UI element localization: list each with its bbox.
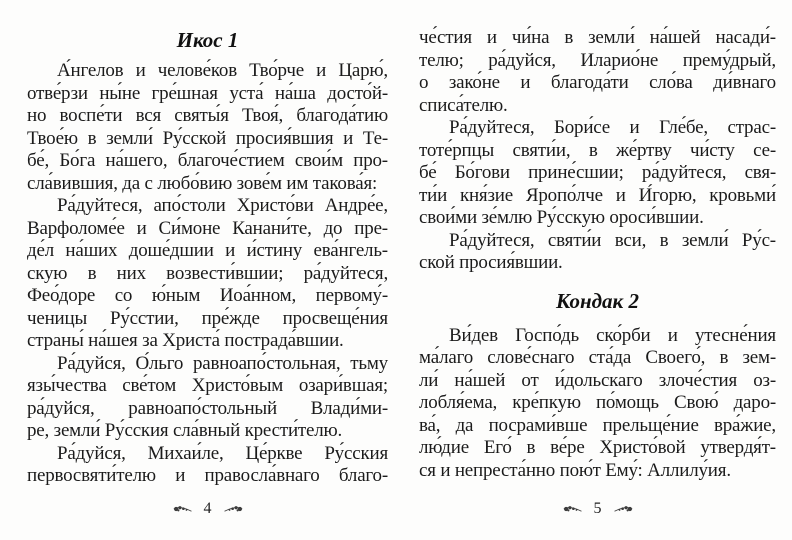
word: зако́не (448, 72, 500, 93)
word: прельще́ние (602, 414, 699, 436)
word: Тво́рче (249, 60, 304, 81)
word: благоче́стием (177, 150, 285, 171)
text-line (27, 128, 388, 151)
word: ра́дуйся, (488, 49, 556, 71)
word: А́нгелов (57, 60, 124, 81)
word: Своего́, (645, 347, 706, 368)
word: Твоя́, (241, 105, 284, 126)
text-line (419, 347, 776, 370)
word: благода́тию (296, 105, 388, 126)
word: и (135, 60, 146, 81)
page-body (419, 0, 776, 482)
word: отве́рзи (27, 82, 88, 104)
word: озари́вшая; (298, 375, 388, 396)
word: досто́й- (327, 82, 388, 104)
paragraph (419, 230, 776, 275)
word: на́ша (274, 82, 316, 104)
word: и (629, 117, 640, 138)
text-line (27, 218, 388, 241)
text-line (27, 150, 388, 173)
word: до (323, 217, 343, 239)
word: Те- (362, 127, 388, 149)
word: Ру́сской (162, 127, 227, 149)
word: же́ртву (616, 139, 672, 161)
word: равноапо́стольная, (193, 352, 341, 374)
word: земли́ (681, 229, 729, 251)
word: Ра́дуйтеся, (449, 229, 535, 251)
word: святи́и (547, 229, 602, 251)
word: Ра́дуйтеся, (57, 195, 143, 216)
word: и (136, 217, 147, 239)
word: Христо́вым (191, 375, 284, 396)
floral-sprig-icon (173, 504, 193, 514)
word: че́стия (419, 27, 472, 48)
text-line (27, 240, 388, 263)
text-line (419, 185, 776, 208)
word: ста́да (588, 347, 632, 368)
book-page (27, 0, 388, 540)
text-line (27, 308, 388, 331)
word: Иоа́нном, (219, 285, 297, 306)
word: бе́ (419, 162, 437, 183)
word: ти́и (419, 184, 448, 206)
word: Его́ (483, 437, 512, 458)
word: О́льго (135, 352, 184, 374)
word: Бо́гови (454, 162, 510, 183)
word: се- (753, 139, 776, 161)
word: сло́ва (649, 72, 693, 93)
page-number: 4 (203, 500, 212, 517)
word: вра́жие, (713, 414, 776, 436)
word: лобля́ема, (419, 392, 498, 413)
word: просвеще́ния (282, 307, 388, 329)
word: святи́и, (512, 139, 571, 161)
text-line (419, 230, 776, 253)
text-line (419, 140, 776, 163)
text-line: ся и непреста́нно пою́т Ему́: Аллилу́ия. (419, 459, 731, 481)
text-line (27, 195, 388, 218)
text-line (27, 83, 388, 106)
word: ско́рби (596, 324, 651, 346)
word: доше́дшии (128, 240, 214, 261)
word: ве́ре (550, 437, 585, 458)
text-line (419, 117, 776, 140)
word: земли́ (588, 27, 635, 48)
word: све́том (122, 375, 177, 396)
word: зем- (742, 347, 776, 368)
page-body (27, 0, 388, 488)
word: Бори́се (554, 117, 610, 138)
text-line (419, 392, 776, 415)
word: лю́дие (419, 437, 469, 458)
word: утвердя́т- (700, 437, 776, 458)
word: Михаи́ле, (147, 442, 224, 464)
word: на́шей (454, 369, 506, 391)
word: вся (135, 105, 162, 126)
word: Ви́дев (449, 324, 498, 346)
paragraph (419, 27, 776, 117)
word: воспе́ти (59, 105, 123, 126)
word: в (87, 127, 97, 149)
word: ева́нгель- (313, 240, 388, 261)
word: язы́чества (27, 375, 107, 396)
word: да (455, 414, 474, 436)
word: Иларио́не (580, 49, 659, 71)
word: в (588, 139, 598, 161)
word: и (486, 27, 497, 48)
word: ра́дуйтеся, (641, 162, 727, 183)
paragraph (27, 60, 388, 195)
word: и (520, 72, 531, 93)
text-line (419, 72, 776, 95)
text-line (27, 353, 388, 376)
text-line (27, 263, 388, 286)
word: них (116, 262, 146, 284)
word: чи́сту (689, 139, 735, 161)
text-line (419, 415, 776, 438)
word: страс- (727, 117, 776, 138)
word: Андре́е, (324, 195, 388, 216)
word: просия́вшия (235, 127, 334, 149)
word: Ру́сстии, (109, 307, 179, 329)
word: кня́зие (459, 184, 513, 206)
word: Ра́дуйтеся, (449, 117, 535, 138)
word: гре́шная (151, 82, 218, 104)
word: но (27, 105, 47, 126)
word: Це́ркве (245, 442, 303, 464)
word: Яропо́лче (525, 184, 603, 206)
word: на́ших (65, 240, 118, 261)
word: и (225, 240, 236, 261)
word: ченицы (27, 307, 88, 329)
word: и (615, 184, 626, 206)
word: даро- (733, 392, 776, 413)
word: и (343, 127, 354, 149)
floral-sprig-icon (613, 504, 633, 514)
paragraph (27, 443, 388, 488)
word: телю; (419, 49, 464, 71)
word: кре́пкую (512, 392, 581, 413)
word: первому́- (315, 285, 388, 306)
word: в (659, 229, 669, 251)
word: Царю́, (338, 60, 388, 81)
word: де́л (27, 240, 54, 261)
text-line (27, 285, 388, 308)
word: Госпо́дь (515, 324, 579, 346)
floral-sprig-icon (563, 504, 583, 514)
word: свои́м (294, 150, 343, 171)
word: И́горю, (638, 184, 697, 206)
word: в (564, 27, 574, 48)
word: Твое́ю (27, 127, 78, 149)
word: благода́ти (550, 72, 629, 93)
text-line (419, 50, 776, 73)
text-line: свои́ми зе́млю Ру́сскую ороси́вшии. (419, 207, 704, 228)
word: первосвяти́телю (27, 465, 156, 486)
word: Фео́доре (27, 285, 96, 306)
text-line (419, 370, 776, 393)
word: ны́не (99, 82, 141, 104)
word: ма́лаго (419, 347, 474, 368)
word: Ра́дуйся, (57, 352, 126, 374)
word: скую (27, 262, 68, 284)
word: равноапо́стольный (128, 397, 277, 419)
word: ди́внаго (713, 72, 776, 93)
word: Ру́с- (741, 229, 776, 251)
word: бе́, (27, 150, 49, 171)
word: кровьми́ (709, 184, 776, 206)
word: земли́ (106, 127, 153, 149)
word: свя- (744, 162, 776, 183)
word: от (521, 369, 539, 391)
word: Си́моне (158, 217, 221, 239)
word: ра́дуйтеся, (303, 262, 388, 284)
page-number: 5 (593, 500, 602, 517)
word: на́шего, (105, 150, 168, 171)
section-heading: Кондак 2 (556, 288, 639, 313)
text-line (419, 162, 776, 185)
book-page (419, 0, 776, 540)
word: ю́ным (151, 285, 201, 306)
word: пре- (354, 217, 388, 239)
word: злоче́стия (658, 369, 738, 391)
word: тьму (350, 352, 388, 374)
word: чи́на (511, 27, 550, 48)
word: и́дольскаго (554, 369, 643, 391)
word: ра́дуйся, (27, 397, 95, 419)
word: вси, (614, 229, 647, 251)
word: посрами́вше (488, 414, 588, 436)
floral-sprig-icon (223, 504, 243, 514)
paragraph (419, 325, 776, 483)
word: Гле́бе, (659, 117, 708, 138)
text-line (419, 325, 776, 348)
word: челове́ков (157, 60, 237, 81)
word: Ру́сския (324, 442, 388, 464)
word: ва́, (419, 414, 441, 436)
word: ли́ (419, 369, 439, 391)
word: Канани́те, (232, 217, 312, 239)
text-line (27, 443, 388, 466)
word: святы́я (174, 105, 229, 126)
word: прему́дрый, (682, 49, 776, 71)
paragraph (27, 353, 388, 443)
paragraph (419, 117, 776, 230)
word: в (526, 437, 536, 458)
text-line (27, 60, 388, 83)
word: со (114, 285, 133, 306)
word: и (175, 465, 186, 486)
word: благо- (338, 465, 388, 486)
text-line: сла́вившия, да с любо́вию зове́м им такова́я: (27, 172, 378, 194)
page-footer (27, 500, 388, 518)
word: апо́столи (153, 195, 226, 216)
word: Христо́вой (599, 437, 686, 458)
word: о (419, 72, 429, 93)
word: про- (353, 150, 388, 171)
text-line (27, 105, 388, 128)
word: на́шей (649, 27, 701, 48)
word: и (316, 60, 327, 81)
word: Свою́ (674, 392, 719, 413)
word: тоте́рпцы (419, 139, 495, 161)
word: прине́сшии; (528, 162, 624, 183)
word: Влади́ми- (310, 397, 388, 419)
page-footer (419, 500, 776, 518)
section-heading: Икос 1 (176, 28, 239, 52)
word: возвести́вшии; (166, 262, 284, 284)
text-line (419, 27, 776, 50)
paragraph (27, 195, 388, 353)
word: правосла́внаго (204, 465, 320, 486)
word: Варфоломе́е (27, 217, 125, 239)
word: и (667, 324, 678, 346)
word: по́мощь (595, 392, 659, 413)
text-line (27, 375, 388, 398)
text-line (27, 465, 388, 488)
word: Христо́ви (236, 195, 314, 216)
text-line: списа́телю. (419, 94, 508, 116)
word: утесне́ния (694, 324, 776, 346)
word: насади́- (715, 27, 776, 48)
word: уста́ (229, 82, 264, 104)
word: Ра́дуйся, (57, 442, 126, 464)
text-line (419, 437, 776, 460)
word: Бо́га (59, 150, 96, 171)
word: оз- (753, 369, 776, 391)
word: в (719, 347, 729, 368)
text-line: ре, земли́ Ру́сския сла́вный крести́телю. (27, 420, 343, 441)
text-line: страны́ на́шея за Христа́ пострада́вшии. (27, 330, 344, 351)
word: слове́снаго (487, 347, 575, 368)
word: пре́жде (201, 307, 260, 329)
text-line: ской просия́вшии. (419, 252, 563, 273)
word: в (87, 262, 97, 284)
text-line (27, 398, 388, 421)
word: и́стину (246, 240, 303, 261)
